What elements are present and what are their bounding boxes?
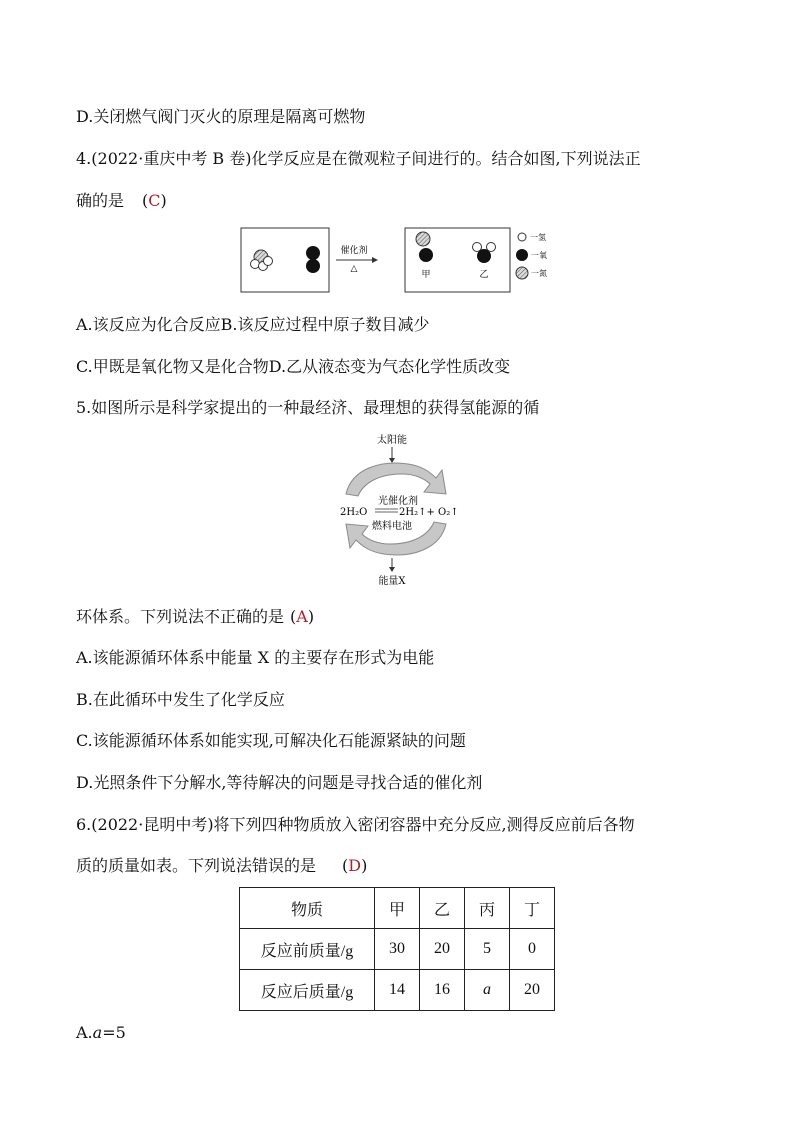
label-yi: 乙: [479, 270, 489, 280]
eq-right: 2H₂↑+ O₂↑: [399, 507, 459, 518]
table-cell: 20: [510, 970, 555, 1011]
nitrogen-atom: [416, 232, 430, 246]
q4-answer: (C): [142, 191, 167, 210]
table-cell: 16: [420, 970, 465, 1011]
q4-option-ab: A.该反应为化合反应B.该反应过程中原子数目减少: [76, 315, 430, 334]
table-header-row: [240, 888, 555, 929]
eq-left: 2H₂O: [340, 507, 368, 518]
q4-stem-line2: [76, 191, 167, 211]
table-cell: 乙: [420, 888, 465, 929]
table-cell: 反应后质量/g: [240, 970, 375, 1011]
oxygen-atom: [306, 259, 320, 273]
table-cell: a: [465, 970, 510, 1011]
legend-o-icon: [516, 249, 528, 261]
q6-option-a-rest: =5: [102, 1023, 126, 1042]
fuel-cell-label: 燃料电池: [372, 521, 412, 532]
q5-cycle-diagram: [330, 432, 464, 590]
q5-option-b: B.在此循环中发生了化学反应: [76, 690, 285, 709]
oxygen-atom: [419, 248, 433, 262]
legend-n: 一氮: [531, 269, 547, 278]
q6-mass-table: [239, 887, 555, 1011]
energy-x-label: 能量X: [378, 576, 406, 587]
q3-option-d: D.关闭燃气阀门灭火的原理是隔离可燃物: [76, 107, 366, 126]
q6-answer: (D): [342, 856, 368, 875]
oxygen-atom: [306, 246, 320, 260]
q5-answer: (A): [290, 607, 315, 626]
table-cell: 丁: [510, 888, 555, 929]
table-cell: 14: [375, 970, 420, 1011]
legend-o: 一氧: [531, 251, 547, 260]
table-row: [240, 929, 555, 970]
q6-stem-line2: [76, 856, 367, 876]
q5-option-a: A.该能源循环体系中能量 X 的主要存在形式为电能: [76, 648, 435, 667]
legend-h: 一氢: [530, 233, 546, 242]
q5-stem-text: 环体系。下列说法不正确的是: [76, 607, 285, 626]
table-cell: 5: [465, 929, 510, 970]
water-h-atom: [487, 243, 496, 252]
q5-option-c: C.该能源循环体系如能实现,可解决化石能源紧缺的问题: [76, 731, 466, 750]
table-cell: 30: [375, 929, 420, 970]
water-o-atom: [477, 249, 491, 263]
table-cell: 0: [510, 929, 555, 970]
q4-stem-text: 确的是: [76, 191, 125, 210]
water-h-atom: [473, 243, 482, 252]
ammonia-h-atom: [264, 257, 273, 266]
q4-stem-line1: 4.(2022·重庆中考 B 卷)化学反应是在微观粒子间进行的。结合如图,下列说法正: [76, 149, 641, 168]
q6-option-a-prefix: A.: [76, 1023, 93, 1042]
table-cell: 丙: [465, 888, 510, 929]
q5-option-d: D.光照条件下分解水,等待解决的问题是寻找合适的催化剂: [76, 773, 483, 792]
legend-n-icon: [516, 267, 528, 279]
table-cell: 20: [420, 929, 465, 970]
heat-label: △: [350, 264, 358, 274]
solar-label: 太阳能: [377, 435, 407, 446]
q6-option-a-var: a: [92, 1023, 103, 1042]
legend-h-icon: [518, 233, 526, 241]
q5-stem-line2: [76, 607, 314, 627]
label-jia: 甲: [421, 270, 431, 280]
q6-stem-line1: 6.(2022·昆明中考)将下列四种物质放入密闭容器中充分反应,测得反应前后各物: [76, 815, 635, 834]
q4-option-cd: C.甲既是氧化物又是化合物D.乙从液态变为气态化学性质改变: [76, 357, 511, 376]
table-cell: 反应前质量/g: [240, 929, 375, 970]
q4-reaction-diagram: [240, 227, 560, 295]
photocatalyst-label: 光催化剂: [378, 496, 418, 507]
table-cell: 甲: [375, 888, 420, 929]
table-row: [240, 970, 555, 1011]
q5-stem-line1: 5.如图所示是科学家提出的一种最经济、最理想的获得氢能源的循: [76, 398, 540, 417]
table-cell: 物质: [240, 888, 375, 929]
catalyst-label: 催化剂: [340, 246, 368, 256]
cycle-arrow-top: [346, 463, 446, 496]
q6-stem-text: 质的质量如表。下列说法错误的是: [76, 856, 317, 875]
q6-option-a: [76, 1023, 126, 1043]
